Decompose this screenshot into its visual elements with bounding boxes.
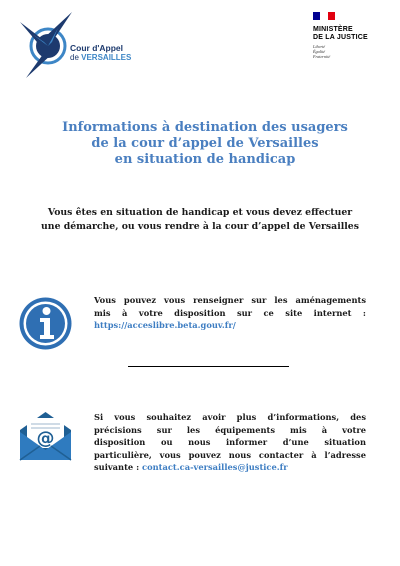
title-line: de la cour d’appel de Versailles <box>91 136 319 151</box>
intro-text <box>10 206 390 234</box>
section-divider <box>128 366 289 367</box>
contact-line: particulière, vous pouvez nous contacter à l’adresse <box>94 449 366 460</box>
email-icon <box>18 410 73 462</box>
contact-line: précisions sur les équipements mis à votre <box>94 424 366 435</box>
motto-liberte: Liberté <box>313 44 326 49</box>
acceslibre-link[interactable]: https://acceslibre.beta.gouv.fr/ <box>94 320 236 331</box>
info-section-text <box>94 294 366 332</box>
motto-egalite: Égalité <box>313 49 326 54</box>
french-flag-icon <box>313 12 335 20</box>
flag-stripe-red <box>328 12 335 20</box>
info-icon <box>18 296 73 351</box>
info-line: mis à votre disposition sur ce site internet : <box>94 307 366 318</box>
republic-motto <box>313 44 330 59</box>
cour-appel-logo <box>18 8 138 80</box>
intro-line: une démarche, ou vous rendre à la cour d’appel de Versailles <box>41 221 359 232</box>
ministere-line-1: MINISTÈRE <box>313 26 353 33</box>
page-title <box>40 120 370 168</box>
flag-stripe-blue <box>313 12 320 20</box>
logo-line-1: Cour d'Appel <box>70 43 124 53</box>
title-line: Informations à destination des usagers <box>62 120 348 135</box>
intro-line: Vous êtes en situation de handicap et vous devez effectuer <box>47 207 353 218</box>
contact-email-line: suivante : contact.ca-versailles@justice.fr <box>94 462 288 473</box>
ministere-justice-logo <box>313 12 393 72</box>
logo-line-2: de VERSAILLES <box>70 53 132 62</box>
motto-fraternite: Fraternité <box>313 54 331 59</box>
ministere-line-2: DE LA JUSTICE <box>313 34 368 41</box>
contact-email-link[interactable]: contact.ca-versailles@justice.fr <box>142 462 288 473</box>
info-link-line <box>94 319 366 332</box>
title-line: en situation de handicap <box>114 152 296 167</box>
flag-stripe-white <box>320 12 327 20</box>
svg-text:@: @ <box>36 428 55 449</box>
contact-line: Si vous souhaitez avoir plus d’informations, des <box>94 412 366 422</box>
contact-line: disposition ou nous informer d’une situation <box>94 437 366 448</box>
info-line: Vous pouvez vous renseigner sur les aménagements <box>94 295 366 305</box>
cour-appel-logo-text <box>70 43 131 63</box>
contact-section-text <box>94 411 366 474</box>
